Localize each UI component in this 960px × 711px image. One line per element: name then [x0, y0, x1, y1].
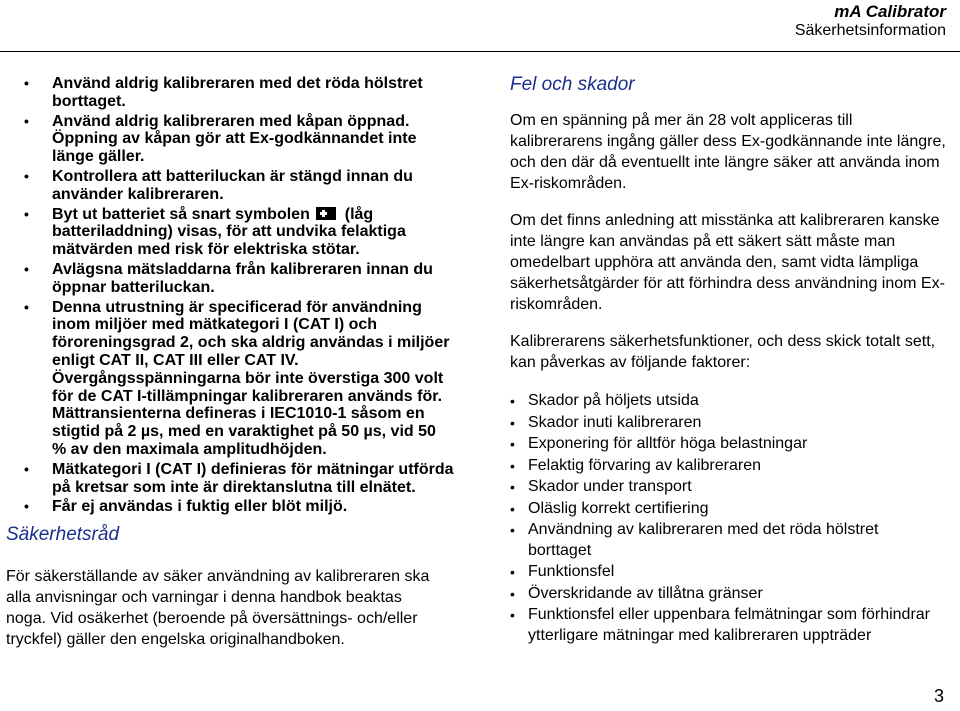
bullet-icon: • [510, 522, 515, 538]
paragraph: Kalibrerarens säkerhetsfunktioner, och dess skick totalt sett, kan påverkas av följande faktorer: [510, 333, 936, 371]
paragraph: Om det finns anledning att misstänka att kalibreraren kanske inte längre kan användas på ett säkert sätt måste man omedelbart upphöra att använda den, samt vidta lämpliga säkerhetsåtgärder för att förhindra dess användning inom Ex-riskområden. [510, 212, 945, 313]
bullet-icon: • [510, 436, 515, 452]
header-divider [0, 51, 960, 52]
header-subtitle: Säkerhetsinformation [794, 22, 946, 39]
left-column [6, 75, 454, 650]
bullet-icon: • [24, 205, 29, 222]
factor-list [510, 391, 946, 646]
right-column [510, 74, 946, 647]
warning-text: Får ej användas i fuktig eller blöt miljö. [52, 498, 348, 516]
list-item [14, 206, 454, 259]
warning-text-after-icon: (låg batteriladdning) visas, för att undvika felaktiga mätvärden med risk för elektriska stötar. [52, 205, 406, 259]
header-title: mA Calibrator [834, 2, 946, 21]
bullet-icon: • [24, 75, 29, 91]
warning-list [14, 75, 454, 516]
low-battery-icon [316, 207, 336, 220]
list-item [510, 391, 946, 412]
bullet-icon: • [24, 498, 29, 515]
bullet-icon: • [510, 457, 515, 474]
list-item [510, 584, 946, 605]
list-item [14, 498, 454, 516]
warning-text: Avlägsna mätsladdarna från kalibreraren innan du öppnar batteriluckan. [52, 260, 433, 296]
bullet-icon: • [510, 607, 515, 623]
bullet-icon: • [510, 414, 515, 431]
factor-text: Skador under transport [528, 478, 692, 495]
warning-text: Denna utrustning är specificerad för användning inom miljöer med mätkategori I (CAT I) och föroreningsgrad 2, och ska aldrig användas i miljöer enligt CAT II, CAT III eller CAT IV. Övergångsspänningarna bör inte överstiga 300 volt för de CAT I-tillämpningar kalibreraren används för. Mättransienterna defineras i IEC1010-1 såsom en stigtid på 2 µs, med en varaktighet på 50 µs, vid 50 % av den maximala amplitudhöjden. [52, 298, 450, 458]
list-item [14, 299, 454, 459]
list-item [510, 562, 946, 583]
factor-text: Funktionsfel [528, 563, 615, 580]
bullet-icon: • [510, 479, 515, 495]
list-item [510, 413, 946, 434]
bullet-icon: • [24, 260, 29, 277]
factor-text: Skador inuti kalibreraren [528, 413, 702, 431]
warning-text: Mätkategori I (CAT I) definieras för mätningar utförda på kretsar som inte är direktanslutna till elnätet. [52, 460, 454, 496]
safety-paragraph: För säkerställande av säker användning av kalibreraren ska alla anvisningar och varningar i denna handbok beaktas noga. Vid osäkerhet (beroende på översättnings- och/eller tryckfel) gäller den engelska originalhandboken. [6, 568, 430, 649]
factor-text: Funktionsfel eller uppenbara felmätningar som förhindrar ytterligare mätningar med kalibreraren uppträder [528, 606, 930, 644]
bullet-icon: • [510, 564, 515, 580]
list-item [510, 434, 946, 455]
warning-text: Använd aldrig kalibreraren med det röda hölstret borttaget. [52, 75, 423, 110]
warning-text: Använd aldrig kalibreraren med kåpan öppnad. Öppning av kåpan gör att Ex-godkännandet inte länge gäller. [52, 112, 417, 166]
paragraph: Om en spänning på mer än 28 volt appliceras till kalibrerarens ingång gäller dess Ex-godkännande inte längre, och den där då eventuellt inte längre säker att använda inom Ex-riskområden. [510, 112, 946, 192]
list-item [14, 168, 454, 204]
warning-text: Kontrollera att batteriluckan är stängd innan du använder kalibreraren. [52, 167, 413, 203]
bullet-icon: • [510, 585, 515, 602]
bullet-icon: • [24, 167, 29, 184]
list-item [510, 499, 946, 520]
list-item [14, 75, 454, 111]
factor-text: Oläslig korrekt certifiering [528, 499, 709, 517]
section-title-faults: Fel och skador [510, 74, 635, 95]
list-item [510, 605, 946, 646]
section-title-safety: Säkerhetsråd [6, 524, 120, 546]
list-item [14, 113, 454, 166]
list-item [510, 456, 946, 477]
page-number: 3 [933, 686, 944, 706]
list-item [14, 261, 454, 297]
warning-text-before-icon: Byt ut batteriet så snart symbolen [52, 205, 310, 223]
factor-text: Användning av kalibreraren med det röda hölstret borttaget [528, 521, 879, 559]
list-item [14, 461, 454, 497]
bullet-icon: • [510, 500, 515, 517]
bullet-icon: • [510, 393, 515, 409]
bullet-icon: • [24, 460, 29, 477]
factor-text: Exponering för alltför höga belastningar [528, 435, 808, 452]
factor-text: Felaktig förvaring av kalibreraren [528, 456, 761, 474]
bullet-icon: • [24, 112, 29, 129]
list-item [510, 520, 946, 561]
factor-text: Överskridande av tillåtna gränser [528, 584, 763, 602]
bullet-icon: • [24, 298, 29, 315]
list-item [510, 477, 946, 498]
factor-text: Skador på höljets utsida [528, 392, 699, 409]
